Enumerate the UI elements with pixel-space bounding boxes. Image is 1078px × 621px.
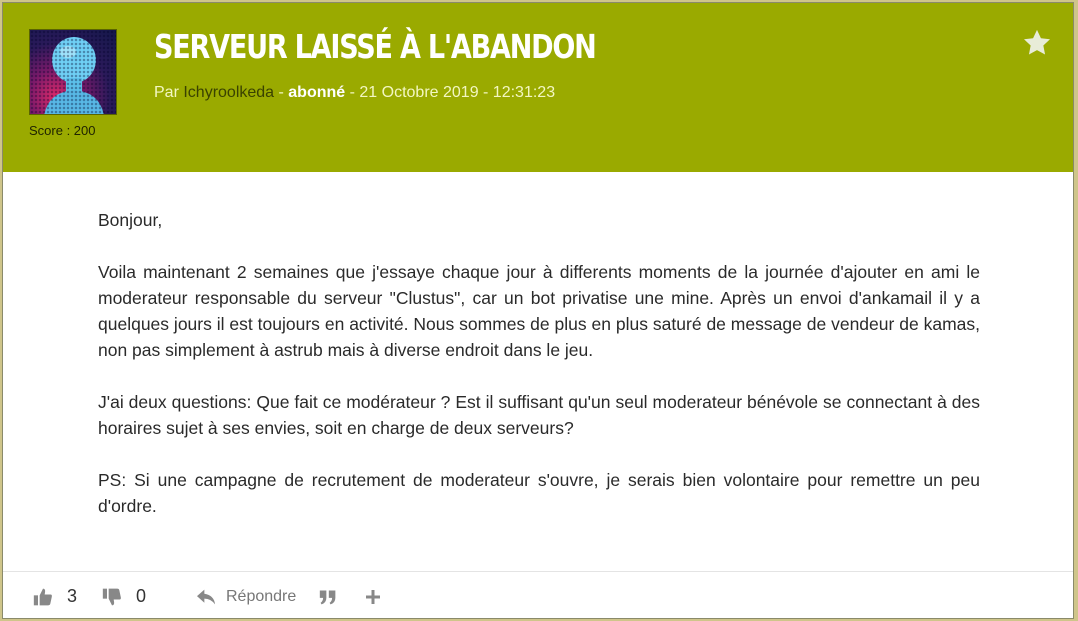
like-button[interactable]	[33, 572, 77, 619]
post-card	[2, 2, 1074, 619]
quote-icon	[318, 588, 338, 606]
thumbs-up-icon	[33, 587, 53, 607]
dislike-button[interactable]	[102, 572, 146, 619]
post-paragraph: Bonjour,	[98, 210, 163, 230]
post-actions	[3, 571, 1073, 619]
reply-arrow-icon	[196, 588, 216, 606]
quote-button[interactable]	[318, 572, 338, 619]
post-title: SERVEUR LAISSÉ À L'ABANDON	[154, 27, 596, 66]
author-link[interactable]: Ichyroolkeda	[183, 84, 275, 101]
post-paragraph: Voila maintenant 2 semaines que j'essaye chaque jour à differents moments de la journée d'ajouter en ami le moderateur responsable du serveur "Clustus", car un bot privatise une mine. Après un envoi d'ankamail il y a quelques jours il est toujours en activité. Nous sommes de plus en plus saturé de message de vendeur de kamas, non pas simplement à astrub mais à diverse endroit dans le jeu.	[98, 262, 980, 360]
role-badge: abonné	[288, 84, 346, 101]
add-button[interactable]	[365, 572, 381, 619]
post-meta	[154, 84, 555, 102]
like-count: 3	[67, 586, 78, 606]
reply-label: Répondre	[226, 587, 297, 605]
post-body	[98, 207, 980, 545]
meta-separator: -	[274, 84, 289, 101]
star-icon[interactable]	[1021, 27, 1053, 59]
post-header	[3, 3, 1073, 172]
plus-icon	[365, 589, 381, 605]
by-prefix: Par	[154, 84, 184, 101]
dislike-count: 0	[136, 586, 147, 606]
meta-separator: -	[345, 84, 360, 101]
reply-button[interactable]	[196, 572, 296, 619]
thumbs-down-icon	[102, 587, 122, 607]
post-paragraph: PS: Si une campagne de recrutement de moderateur s'ouvre, je serais bien volontaire pour remettre un peu d'ordre.	[98, 470, 980, 516]
post-date: 21 Octobre 2019 - 12:31:23	[359, 84, 556, 101]
avatar[interactable]	[29, 29, 117, 115]
score-label: Score : 200	[29, 123, 96, 138]
post-paragraph: J'ai deux questions: Que fait ce modérateur ? Est il suffisant qu'un seul moderateur bénévole se connectant à des horaires sujet à ses envies, soit en charge de deux serveurs?	[98, 392, 980, 438]
